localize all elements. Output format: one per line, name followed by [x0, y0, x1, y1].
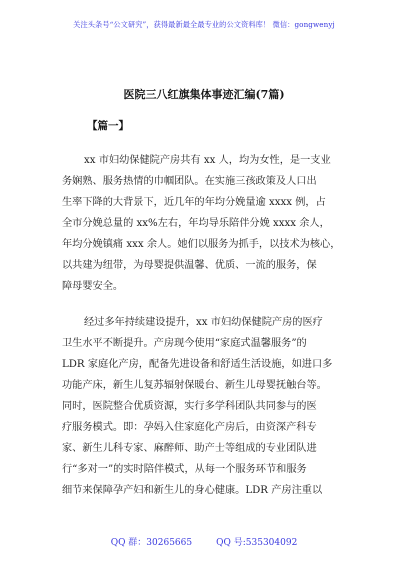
section-label: 【篇一】	[87, 120, 129, 132]
qq-group-number: QQ 群：30265665	[110, 538, 193, 548]
paragraph-line: 以共建为纽带，为母婴提供温馨、优质、一流的服务，保	[62, 260, 317, 271]
promo-banner: 关注头条号“公文研究”，获得最新最全最专业的公文资料库！ 微信：gongwenyj	[73, 20, 335, 29]
paragraph-line: 障母婴安全。	[62, 281, 124, 292]
paragraph-line: LDR 家庭化产房，配备先进设备和舒适生活设施，如进口多	[62, 359, 333, 370]
paragraph-line: 功能产床，新生儿复苏辐射保暖台、新生儿母婴抚触台等。	[62, 380, 327, 391]
paragraph-line: 务娴熟、服务热情的巾帼团队。在实施三孩政策及人口出	[62, 176, 317, 187]
paragraph-line: xx 市妇幼保健院产房共有 xx 人，均为女性，是一支业	[84, 155, 331, 166]
qq-account-number: QQ 号:535304092	[216, 538, 298, 548]
contact-footer	[0, 535, 408, 548]
paragraph-line: 行“多对一”的实时陪伴模式，从每一个服务环节和服务	[62, 464, 307, 475]
paragraph-line: 卫生水平不断提升。产房现今使用“家庭式温馨服务”的	[62, 338, 307, 349]
paragraph-line: 经过多年持续建设提升，xx 市妇幼保健院产房的医疗	[84, 317, 323, 328]
paragraph-line: 疗服务模式。即：孕妈入住家庭化产房后，由资深产科专	[62, 422, 317, 433]
paragraph-line: 生率下降的大背景下，近几年的年均分娩量逾 xxxx 例，占	[62, 197, 326, 208]
paragraph-line: 细节来保障孕产妇和新生儿的身心健康。LDR 产房注重以	[62, 485, 323, 496]
paragraph-line: 全市分娩总量的 xx%左右，年均导乐陪伴分娩 xxxx 余人，	[62, 218, 330, 229]
paragraph-line: 年均分娩镇痛 xxx 余人。她们以服务为抓手，以技术为核心，	[62, 239, 341, 250]
paragraph-line: 家、新生儿科专家、麻醉师、助产士等组成的专业团队进	[62, 443, 317, 454]
paragraph-1	[62, 150, 352, 297]
paragraph-2	[62, 312, 352, 501]
paragraph-line: 同时，医院整合优质资源，实行多学科团队共同参与的医	[62, 401, 317, 412]
document-title: 医院三八红旗集体事迹汇编(7篇)	[123, 88, 285, 101]
